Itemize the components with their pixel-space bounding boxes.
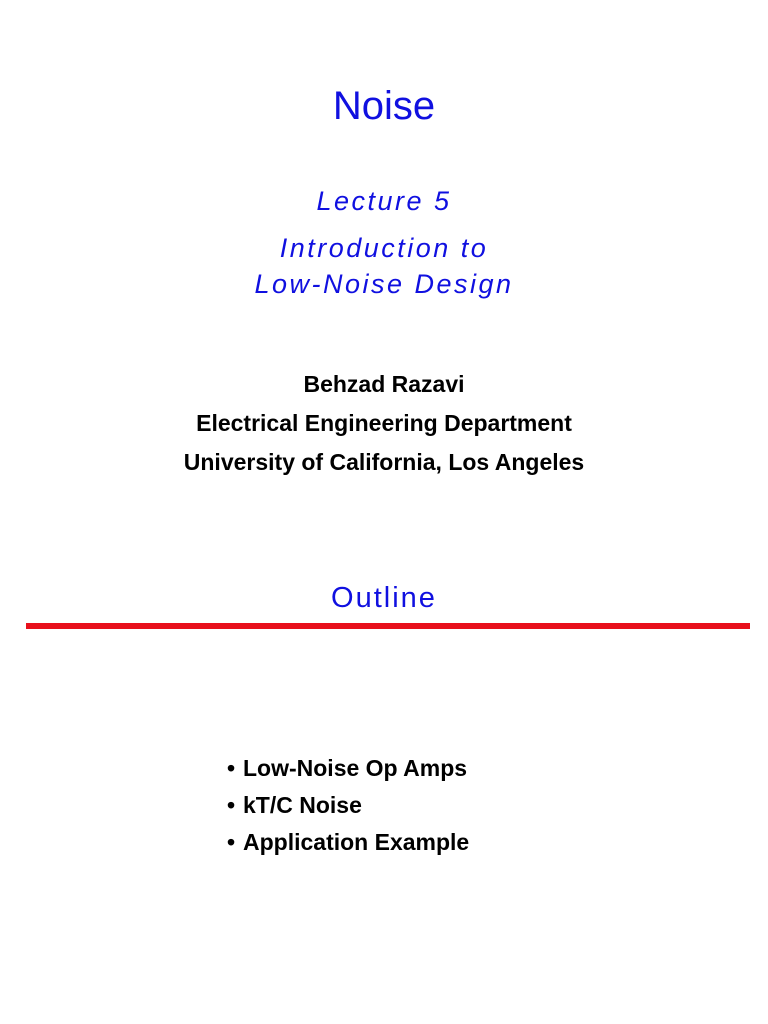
- outline-item: [227, 824, 469, 861]
- outline-list: [227, 750, 469, 861]
- author-name: Behzad Razavi: [303, 371, 465, 397]
- lecture-topic-line-1: Introduction to: [279, 233, 489, 263]
- outline-item-label: Low-Noise Op Amps: [243, 755, 468, 781]
- author-department: Electrical Engineering Department: [196, 410, 572, 436]
- outline-item-label: kT/C Noise: [243, 792, 362, 818]
- outline-divider: [26, 623, 750, 629]
- lecture-number: Lecture 5: [316, 186, 452, 216]
- outline-item: [227, 787, 469, 824]
- author-block: [0, 365, 768, 482]
- outline-item-label: Application Example: [243, 829, 470, 855]
- outline-item: [227, 750, 469, 787]
- lecture-topic-line-2: Low-Noise Design: [254, 269, 514, 299]
- bullet-icon: •: [227, 755, 236, 781]
- bullet-icon: •: [227, 829, 236, 855]
- bullet-icon: •: [227, 792, 236, 818]
- slide-title: Noise: [332, 84, 436, 128]
- author-university: University of California, Los Angeles: [183, 449, 585, 475]
- outline-heading: Outline: [331, 582, 437, 614]
